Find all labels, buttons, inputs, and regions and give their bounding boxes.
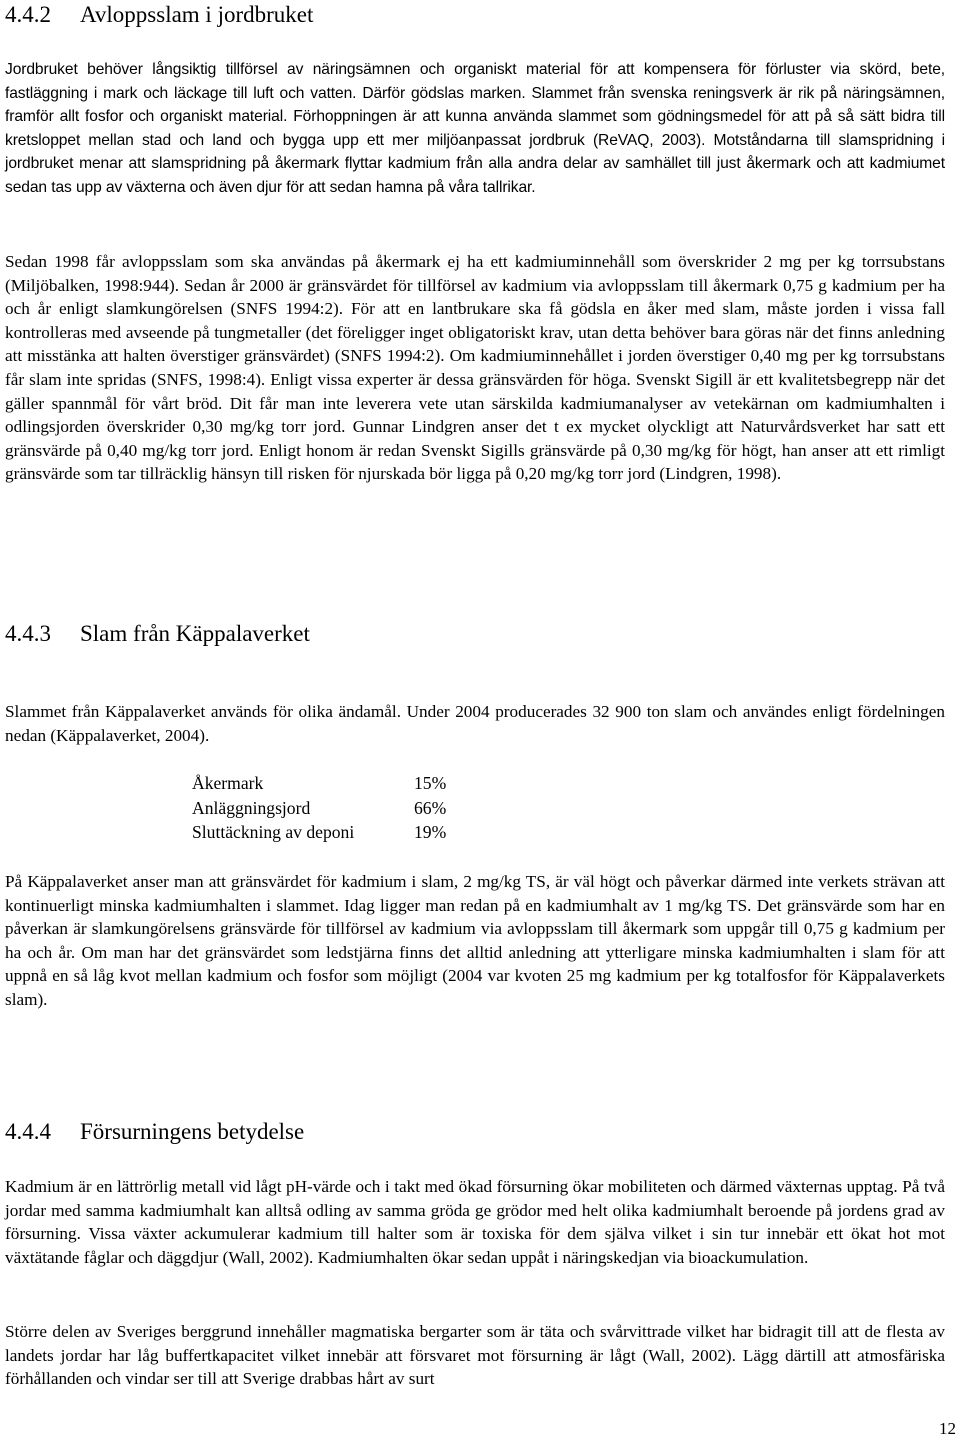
table-row <box>192 796 474 821</box>
paragraph: På Käppalaverket anser man att gränsvärdet för kadmium i slam, 2 mg/kg TS, är väl högt och påverkar därmed inte verkets strävan att kontinuerligt minska kadmiumhalten i slammet. Idag ligger man redan på en kadmiumhalt av 1 mg/kg TS. Det gränsvärde som har en påverkan är slamkungörelsens gränsvärde för tillförsel av kadmium via avloppsslam till åkermark som uppgår till 0,75 g kadmium per ha och år. Om man har det gränsvärdet som ledstjärna finns det alltid anledning att ytterligare minska kadmiumhalten i slam för att uppnå en så låg kvot mellan kadmium och fosfor som möjligt (2004 var kvoten 25 mg kadmium per kg totalfosfor för Käppalaverkets slam). <box>5 872 945 1009</box>
paragraph-forsurning-1 <box>5 1175 945 1269</box>
table-row <box>192 771 474 796</box>
paragraph: Sedan 1998 får avloppsslam som ska användas på åkermark ej ha ett kadmiuminnehåll som överskrider 2 mg per kg torrsubstans (Miljöbalken, 1998:944). Sedan år 2000 är gränsvärdet för tillförsel av kadmium via avloppsslam till åkermark 0,75 g kadmium per ha och år enligt slamkungörelsen (SNFS 1994:2). För att en lantbrukare ska få gödsla en åker med slam, måste jorden i vissa fall kontrolleras med avseende på tungmetaller (det föreligger inget obligatoriskt krav, utan detta behöver bara göras när det finns anledning att misstänka att halten överstiger gränsvärdet) (SNFS 1994:2). Om kadmiuminnehållet i jorden överstiger 0,40 mg per kg torrsubstans får slam inte spridas (SNFS, 1998:4). Enligt vissa experter är dessa gränsvärden för höga. Svenskt Sigill är ett kvalitetsbegrepp när det gäller spannmål för vårt bröd. Dit får man inte leverera vete utan särskilda kadmiumanalyser av vetekärnan om kadmiumhalten i odlingsjorden överskrider 0,30 mg/kg torr jord. Gunnar Lindgren anser det t ex mycket olyckligt att Naturvårdsverket har satt ett gränsvärde på 0,40 mg/kg torr jord. Enligt honom är redan Svenskt Sigills gränsvärde på 0,30 mg/kg för högt, han anser att ett rimligt gränsvärde som tar tillräcklig hänsyn till risken för njurskada bör ligga på 0,20 mg/kg torr jord (Lindgren, 1998). <box>5 252 945 484</box>
paragraph-slam-jordbruk-1 <box>5 58 945 200</box>
section-4-4-4 <box>5 1118 945 1146</box>
distribution-value: 15% <box>414 773 447 793</box>
section-heading <box>5 1 945 29</box>
distribution-label: Sluttäckning av deponi <box>192 822 355 842</box>
section-title: Slam från Käppalaverket <box>80 621 310 646</box>
table-row <box>192 820 474 845</box>
section-4-4-3 <box>5 620 945 648</box>
distribution-value: 66% <box>414 797 447 818</box>
distribution-label: Anläggningsjord <box>192 797 311 818</box>
paragraph-slam-jordbruk-2 <box>5 250 945 486</box>
paragraph: Slammet från Käppalaverket används för olika ändamål. Under 2004 producerades 32 900 ton slam och användes enligt fördelningen nedan (Käppalaverket, 2004). <box>5 702 945 745</box>
paragraph: Större delen av Sveriges berggrund innehåller magmatiska bergarter som är täta och svårvittrade vilket har bidragit till att de flesta av landets jordar har låg buffertkapacitet vilket innebär att försvaret mot försurning är lågt (Wall, 2002). Lägg därtill att atmosfäriska förhållanden och vindar ser till att Sverige drabbas hårt av surt <box>5 1322 945 1389</box>
document-page <box>5 0 945 1440</box>
paragraph-kappala-1 <box>5 700 945 747</box>
section-number: 4.4.3 <box>5 621 51 646</box>
paragraph: Jordbruket behöver långsiktig tillförsel av näringsämnen och organiskt material för att kompensera för förluster via skörd, bete, fastläggning i mark och läckage till luft och vatten. Därför gödslas marken. Slammet från svenska reningsverk är rik på näringsämnen, framför allt fosfor och organiskt material. Förhoppningen är att kunna använda slammet som gödningsmedel för att på så sätt bidra till kretsloppet mellan stad och land och bygga upp ett mer miljöanpassat jordbruk (ReVAQ, 2003). Motståndarna till slamspridning i jordbruket menar att slamspridning på åkermark flyttar kadmium från alla andra delar av samhället till just åkermark och att kadmiumet sedan tas upp av växterna och även djur för att sedan hamna på våra tallrikar. <box>5 61 945 196</box>
section-number: 4.4.2 <box>5 2 51 27</box>
section-heading <box>5 1118 945 1146</box>
section-4-4-2 <box>5 1 945 29</box>
paragraph-forsurning-2 <box>5 1320 945 1391</box>
section-title: Försurningens betydelse <box>80 1119 305 1144</box>
distribution-value: 19% <box>414 822 447 842</box>
page-number: 12 <box>939 1419 956 1438</box>
section-number: 4.4.4 <box>5 1119 51 1144</box>
section-title: Avloppsslam i jordbruket <box>80 2 314 27</box>
distribution-label: Åkermark <box>192 773 264 793</box>
distribution-table <box>192 771 474 845</box>
section-heading <box>5 620 945 648</box>
paragraph-kappala-2 <box>5 870 945 1012</box>
paragraph: Kadmium är en lättrörlig metall vid lågt pH-värde och i takt med ökad försurning ökar mobiliteten och därmed växternas upptag. På två jordar med samma kadmiumhalt kan alltså odling av samma gröda ge grödor med helt olika kadmiumhalt beroende på jordens grad av försurning. Vissa växter ackumulerar kadmium till halter som är toxiska för dem själva vilket i sin tur innebär ett ökat hot mot växtätande fåglar och däggdjur (Wall, 2002). Kadmiumhalten ökar sedan uppåt i näringskedjan via bioackumulation. <box>5 1177 945 1267</box>
